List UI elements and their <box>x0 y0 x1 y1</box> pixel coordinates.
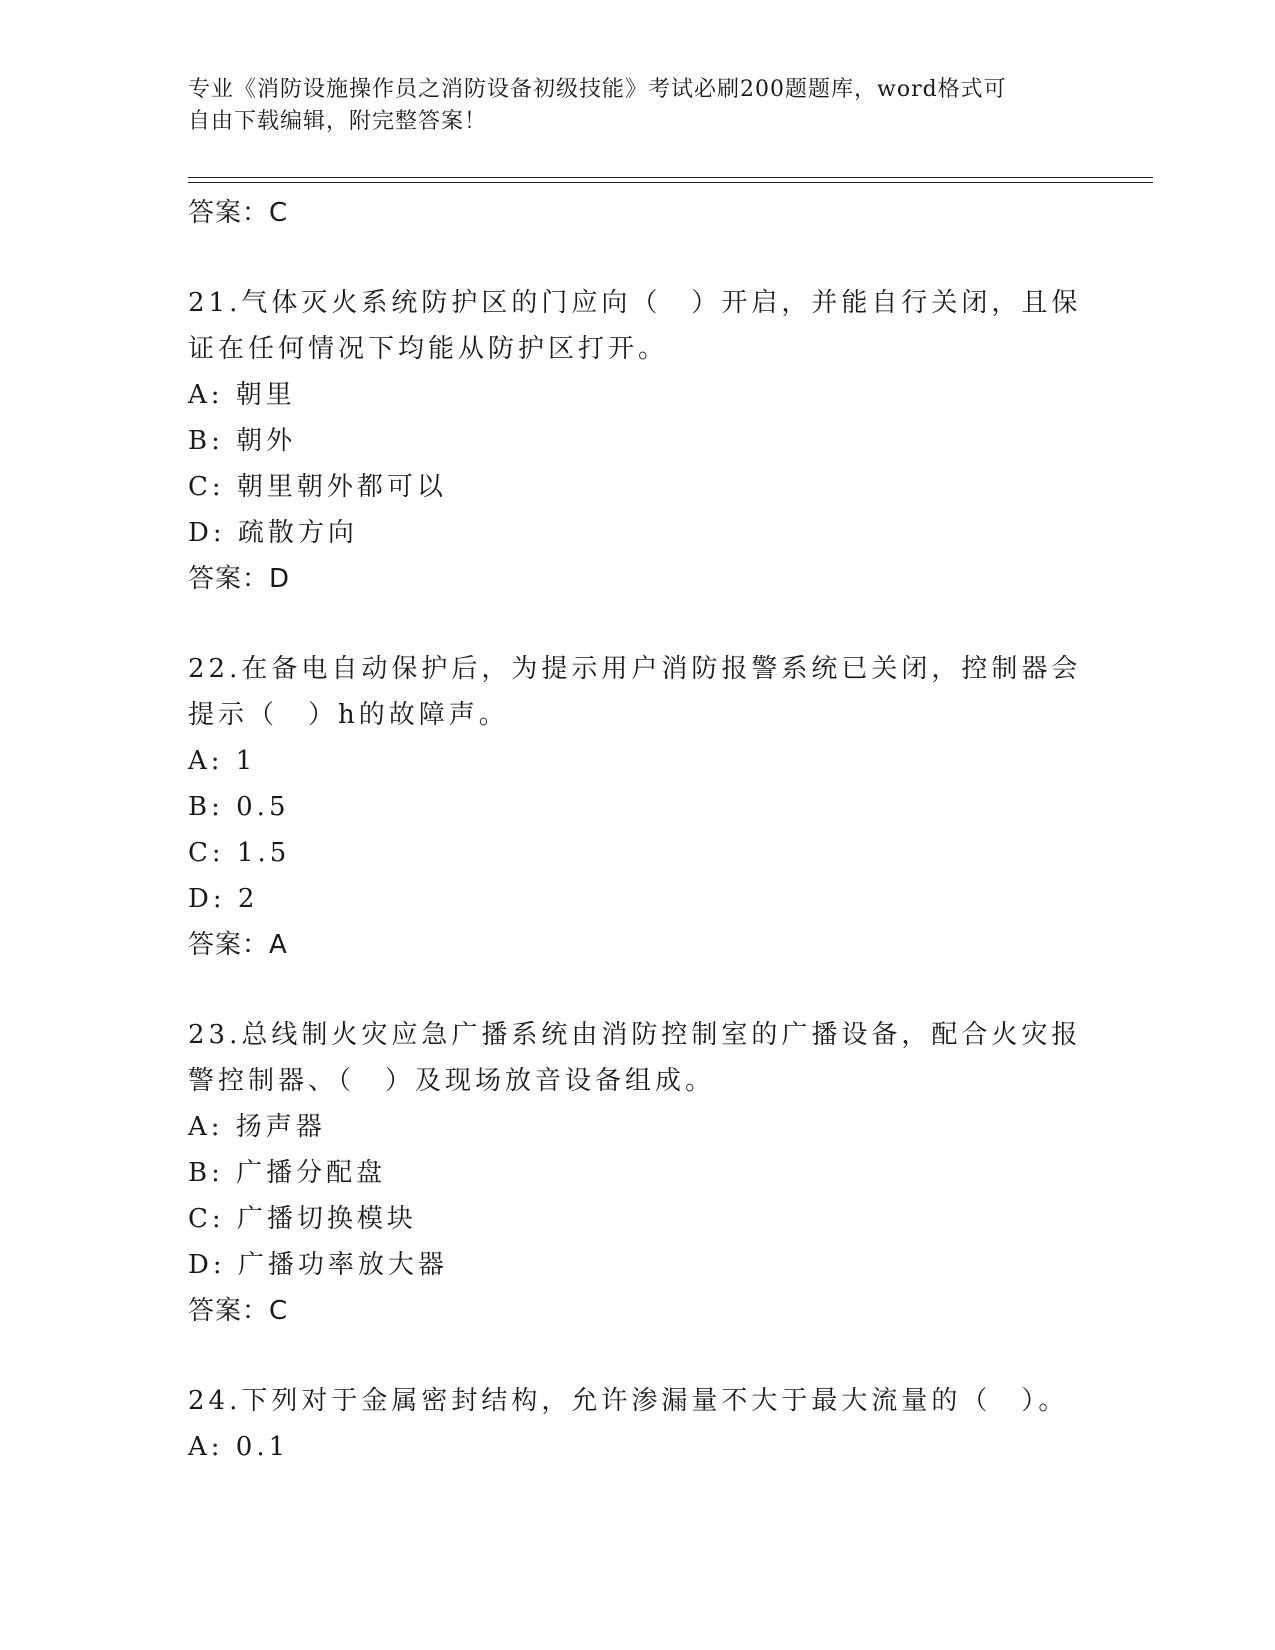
question-22-option-b: B: 0.5 <box>188 792 290 822</box>
question-21: 21.气体灭火系统防护区的门应向（ ）开启，并能自行关闭，且保证在任何情况下均能从防护区打开。 <box>188 288 1082 364</box>
header-line-2: 自由下载编辑，附完整答案！ <box>188 109 488 134</box>
question-22-option-d: D: 2 <box>188 884 259 914</box>
question-23-option-d: D: 广播功率放大器 <box>188 1250 448 1280</box>
question-21-option-c: C: 朝里朝外都可以 <box>188 472 447 502</box>
header-divider-bottom <box>188 182 1153 183</box>
question-21-option-d: D: 疏散方向 <box>188 518 358 548</box>
question-23-option-a: A: 扬声器 <box>188 1112 326 1142</box>
question-23-option-b: B: 广播分配盘 <box>188 1158 387 1188</box>
question-22-option-c: C: 1.5 <box>188 838 291 868</box>
answer-22: 答案：A <box>188 930 288 960</box>
question-22-option-a: A: 1 <box>188 746 257 776</box>
question-23: 23.总线制火灾应急广播系统由消防控制室的广播设备，配合火灾报警控制器、（ ）及现场放音设备组成。 <box>188 1020 1082 1096</box>
question-24: 24.下列对于金属密封结构，允许渗漏量不大于最大流量的（ ）。 <box>188 1386 1069 1416</box>
answer-20: 答案：C <box>188 198 289 228</box>
answer-21: 答案：D <box>188 564 291 594</box>
question-23-option-c: C: 广播切换模块 <box>188 1204 417 1234</box>
header-line-1: 专业《消防设施操作员之消防设备初级技能》考试必刷200题题库，word格式可 <box>188 77 1007 102</box>
question-21-option-a: A: 朝里 <box>188 380 296 410</box>
question-list <box>188 190 1088 1470</box>
question-22: 22.在备电自动保护后，为提示用户消防报警系统已关闭，控制器会提示（ ）h的故障声。 <box>188 654 1082 730</box>
answer-23: 答案：C <box>188 1296 289 1326</box>
question-24-option-a: A: 0.1 <box>188 1432 290 1462</box>
header-divider-top <box>188 177 1153 178</box>
question-21-option-b: B: 朝外 <box>188 426 297 456</box>
document-header <box>188 74 1088 138</box>
